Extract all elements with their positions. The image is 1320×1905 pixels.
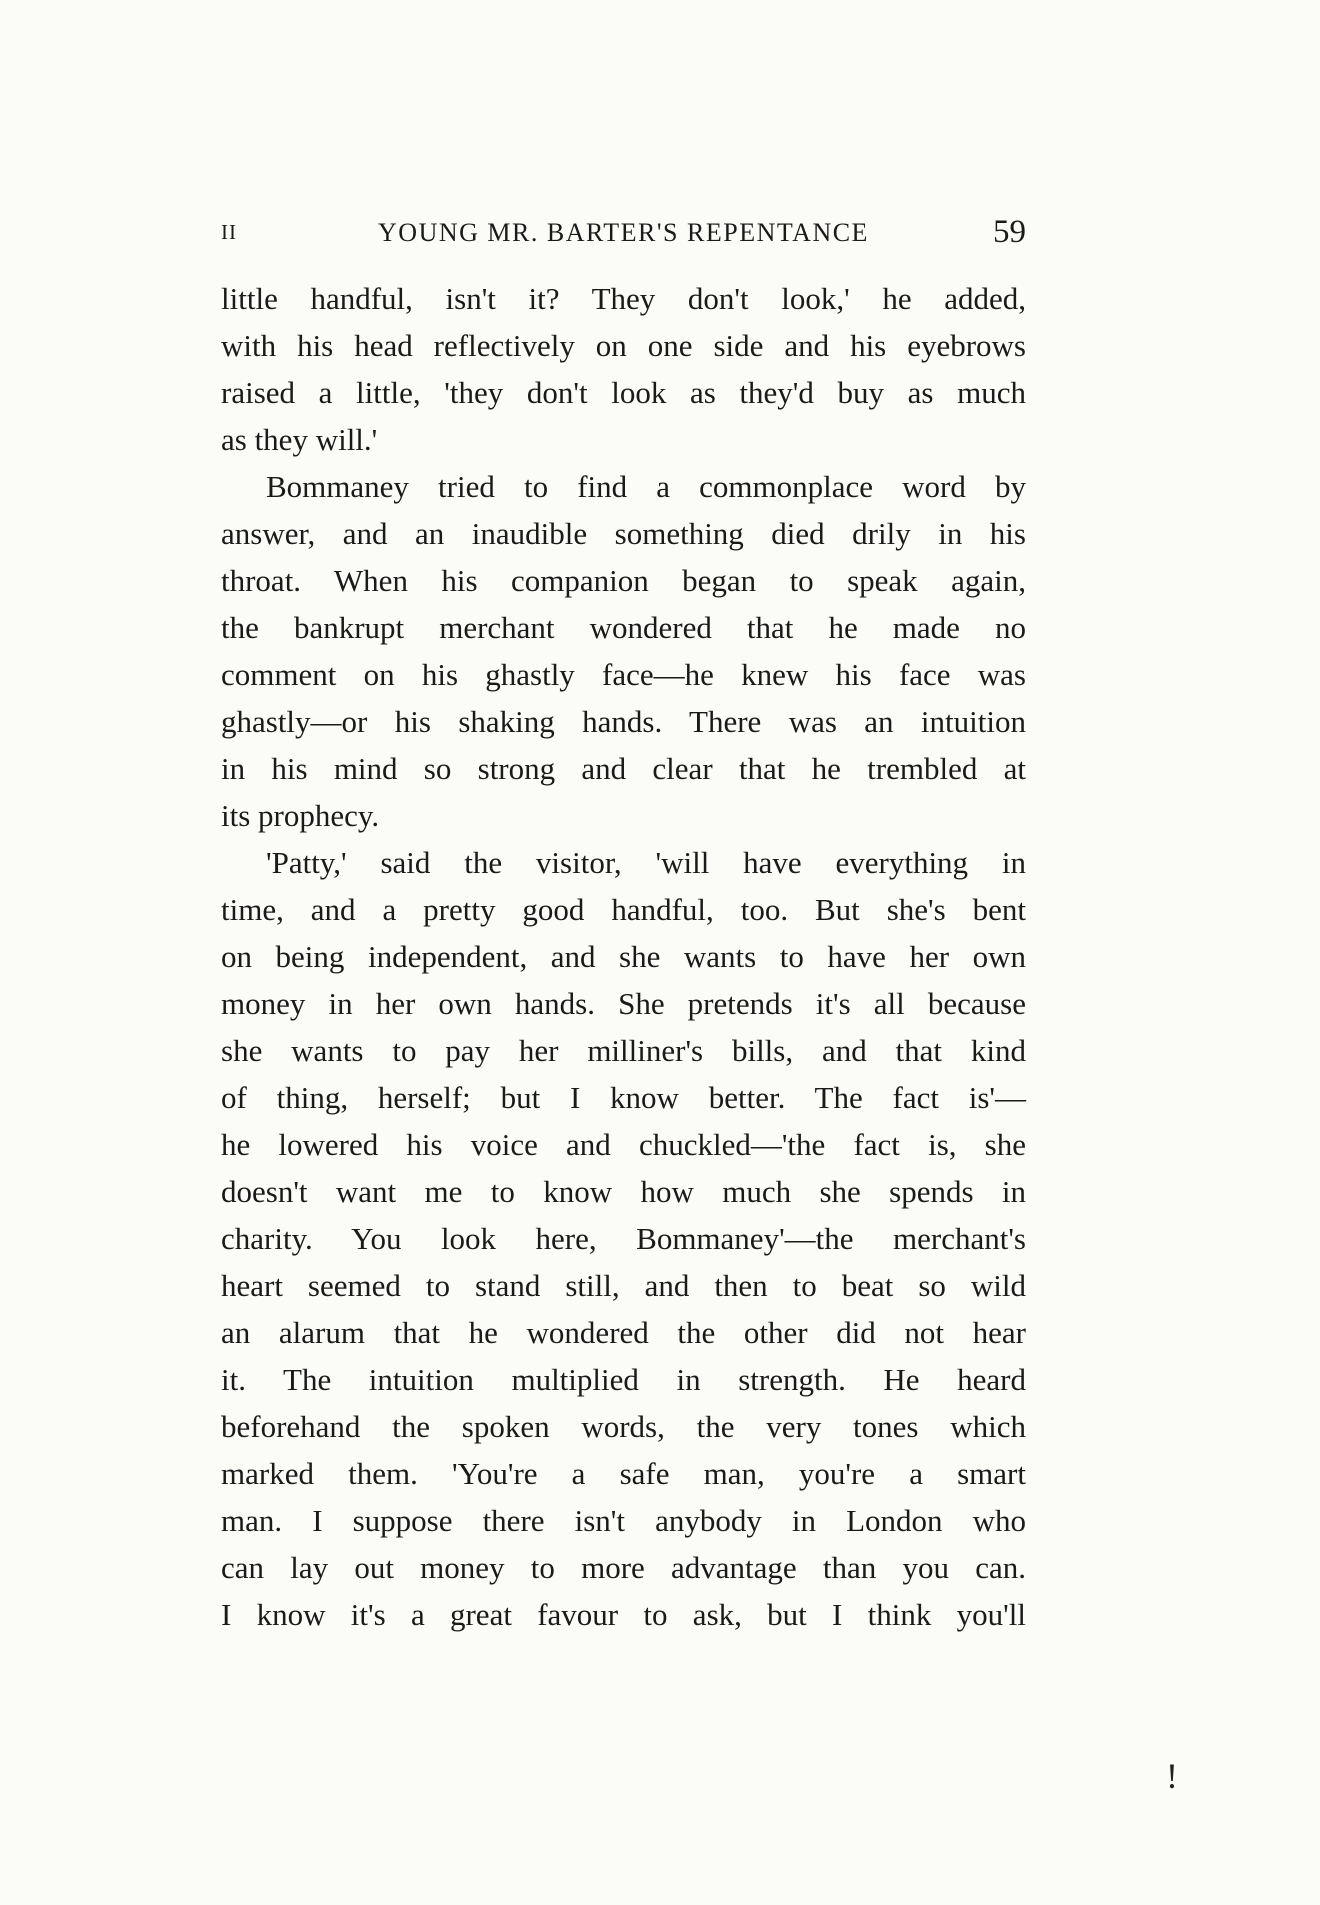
body-text: [221, 275, 1026, 1638]
text-line: of thing, herself; but I know better. The fact is'—: [221, 1080, 1026, 1115]
text-line: the bankrupt merchant wondered that he made no: [221, 610, 1026, 645]
text-line: 'Patty,' said the visitor, 'will have everything in: [266, 845, 1026, 880]
text-line: doesn't want me to know how much she spends in: [221, 1174, 1026, 1209]
text-line: throat. When his companion began to speak again,: [221, 563, 1026, 598]
text-line: she wants to pay her milliner's bills, and that kind: [221, 1033, 1026, 1068]
text-line: in his mind so strong and clear that he trembled at: [221, 751, 1026, 786]
text-line: an alarum that he wondered the other did not hear: [221, 1315, 1026, 1350]
text-line: he lowered his voice and chuckled—'the fact is, she: [221, 1127, 1026, 1162]
running-header: [221, 214, 1026, 254]
text-line: comment on his ghastly face—he knew his face was: [221, 657, 1026, 692]
text-line: Bommaney tried to find a commonplace word by: [266, 469, 1026, 504]
text-line: money in her own hands. She pretends it's all because: [221, 986, 1026, 1021]
text-line: heart seemed to stand still, and then to beat so wild: [221, 1268, 1026, 1303]
text-line: with his head reflectively on one side and his eyebrows: [221, 328, 1026, 363]
text-line: its prophecy.: [221, 798, 380, 833]
text-line: can lay out money to more advantage than you can.: [221, 1550, 1026, 1585]
text-line: as they will.': [221, 422, 378, 457]
running-title: YOUNG MR. BARTER'S REPENTANCE: [378, 218, 869, 247]
page-number: 59: [993, 214, 1026, 250]
text-line: time, and a pretty good handful, too. But she's bent: [221, 892, 1026, 927]
text-line: marked them. 'You're a safe man, you're a smart: [221, 1456, 1026, 1491]
text-line: on being independent, and she wants to have her own: [221, 939, 1026, 974]
text-line: answer, and an inaudible something died drily in his: [221, 516, 1026, 551]
text-line: I know it's a great favour to ask, but I think you'll: [221, 1597, 1026, 1632]
text-line: man. I suppose there isn't anybody in London who: [221, 1503, 1026, 1538]
text-line: it. The intuition multiplied in strength. He heard: [221, 1362, 1026, 1397]
text-line: beforehand the spoken words, the very tones which: [221, 1409, 1026, 1444]
chapter-number: II: [221, 220, 237, 244]
text-line: little handful, isn't it? They don't look,' he added,: [221, 281, 1026, 316]
text-line: charity. You look here, Bommaney'—the merchant's: [221, 1221, 1026, 1256]
text-line: raised a little, 'they don't look as they'd buy as much: [221, 375, 1026, 410]
text-line: ghastly—or his shaking hands. There was an intuition: [221, 704, 1026, 739]
margin-mark: !: [1166, 1756, 1178, 1796]
